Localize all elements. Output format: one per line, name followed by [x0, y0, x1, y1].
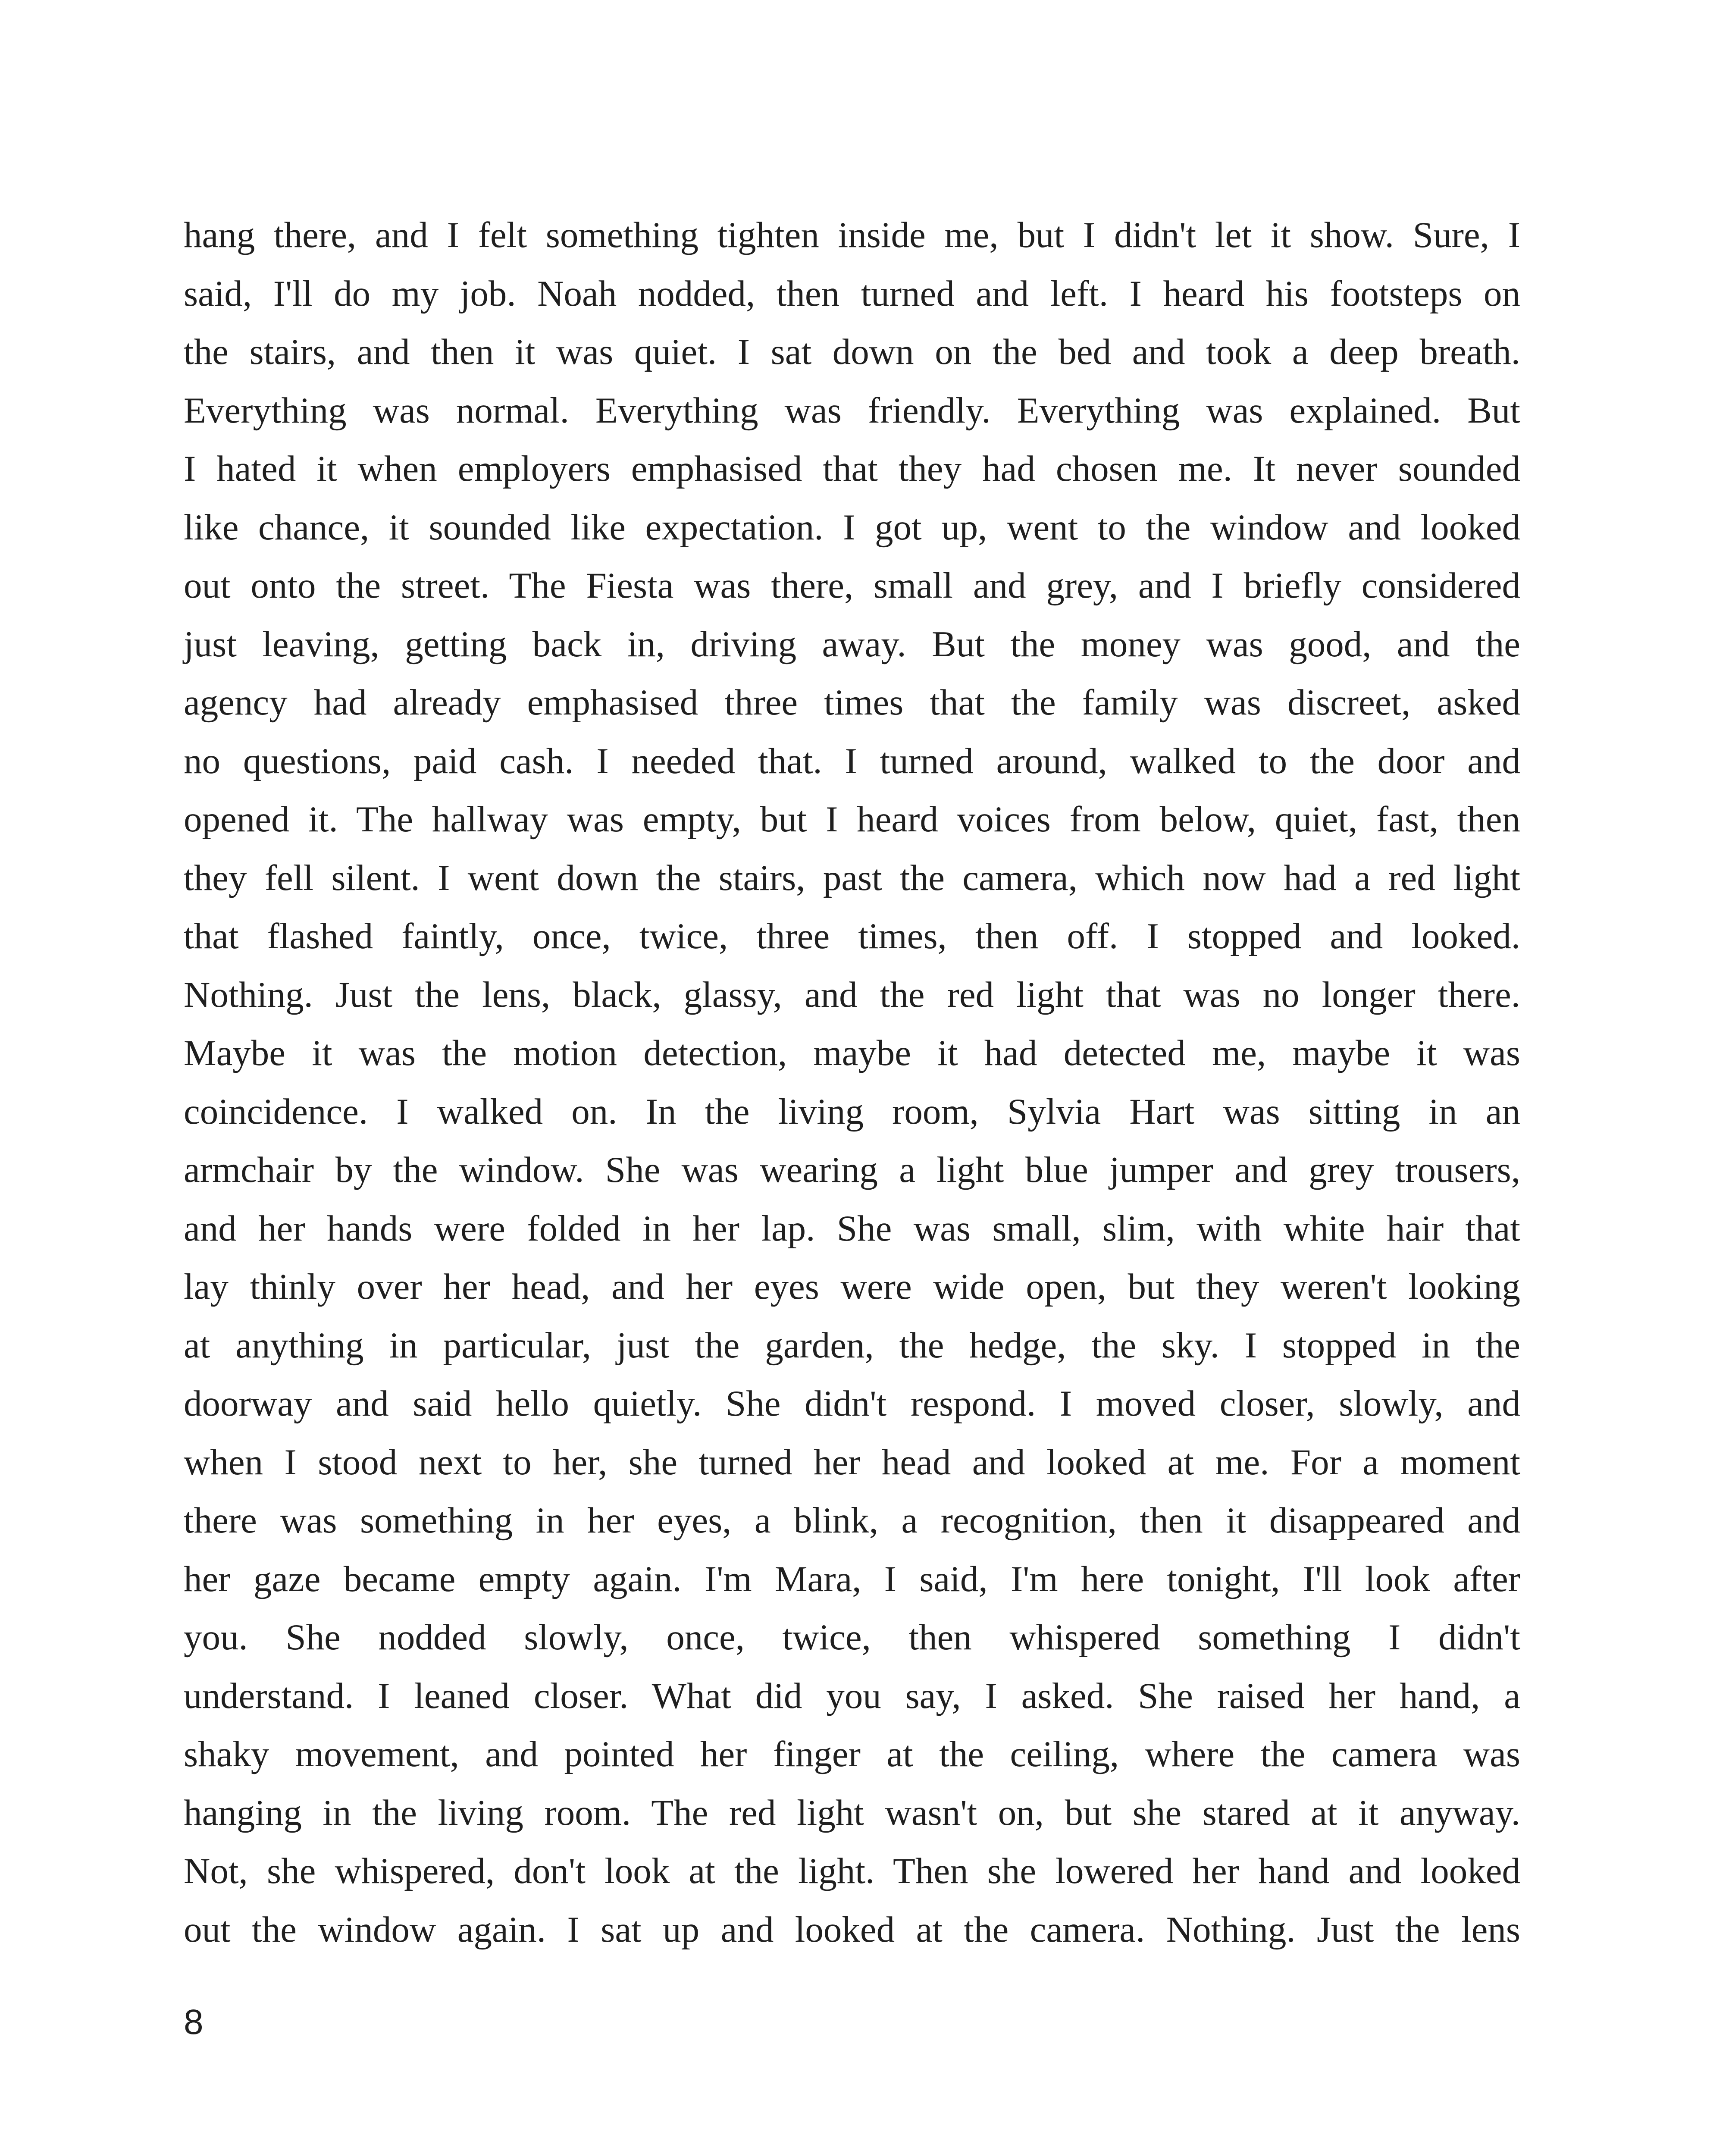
text-line: no questions, paid cash. I needed that. I turned around, walked to the door and [184, 740, 1520, 781]
text-line: out onto the street. The Fiesta was there, small and grey, and I briefly considered [184, 565, 1520, 606]
text-line: hanging in the living room. The red light wasn't on, but she stared at it anyway. [184, 1792, 1520, 1833]
text-line: opened it. The hallway was empty, but I heard voices from below, quiet, fast, then [184, 799, 1520, 840]
text-line: lay thinly over her head, and her eyes were wide open, but they weren't looking [184, 1266, 1520, 1307]
text-line: at anything in particular, just the garden, the hedge, the sky. I stopped in the [184, 1325, 1520, 1366]
text-line: I hated it when employers emphasised that they had chosen me. It never sounded [184, 448, 1520, 489]
text-line: just leaving, getting back in, driving away. But the money was good, and the [184, 624, 1520, 664]
text-line: Not, she whispered, don't look at the light. Then she lowered her hand and looked [184, 1851, 1520, 1891]
page-number: 8 [184, 2002, 204, 2042]
text-line: you. She nodded slowly, once, twice, then whispered something I didn't [184, 1617, 1520, 1658]
text-line: the stairs, and then it was quiet. I sat down on the bed and took a deep breath. [184, 332, 1520, 372]
text-line: agency had already emphasised three times that the family was discreet, asked [184, 682, 1520, 723]
text-line: doorway and said hello quietly. She didn't respond. I moved closer, slowly, and [184, 1383, 1520, 1424]
text-line: her gaze became empty again. I'm Mara, I said, I'm here tonight, I'll look after [184, 1558, 1520, 1599]
text-line: hang there, and I felt something tighten inside me, but I didn't let it show. Sure, I [184, 215, 1520, 255]
text-line: there was something in her eyes, a blink, a recognition, then it disappeared and [184, 1500, 1520, 1541]
text-line: coincidence. I walked on. In the living room, Sylvia Hart was sitting in an [184, 1091, 1520, 1132]
text-line: they fell silent. I went down the stairs, past the camera, which now had a red light [184, 857, 1520, 898]
body-text [184, 206, 1520, 1959]
text-line: shaky movement, and pointed her finger at the ceiling, where the camera was [184, 1734, 1520, 1774]
text-line: like chance, it sounded like expectation. I got up, went to the window and looked [184, 507, 1520, 548]
text-line: out the window again. I sat up and looked at the camera. Nothing. Just the lens [184, 1909, 1520, 1950]
text-line: and her hands were folded in her lap. She was small, slim, with white hair that [184, 1208, 1520, 1249]
text-line: Nothing. Just the lens, black, glassy, and the red light that was no longer there. [184, 974, 1520, 1015]
text-line: understand. I leaned closer. What did you say, I asked. She raised her hand, a [184, 1675, 1520, 1716]
text-line: Everything was normal. Everything was friendly. Everything was explained. But [184, 390, 1520, 431]
text-line: armchair by the window. She was wearing a light blue jumper and grey trousers, [184, 1150, 1520, 1190]
text-line: said, I'll do my job. Noah nodded, then turned and left. I heard his footsteps on [184, 273, 1520, 314]
text-line: Maybe it was the motion detection, maybe it had detected me, maybe it was [184, 1033, 1520, 1073]
text-line: that flashed faintly, once, twice, three times, then off. I stopped and looked. [184, 916, 1520, 956]
text-line: when I stood next to her, she turned her head and looked at me. For a moment [184, 1442, 1520, 1482]
